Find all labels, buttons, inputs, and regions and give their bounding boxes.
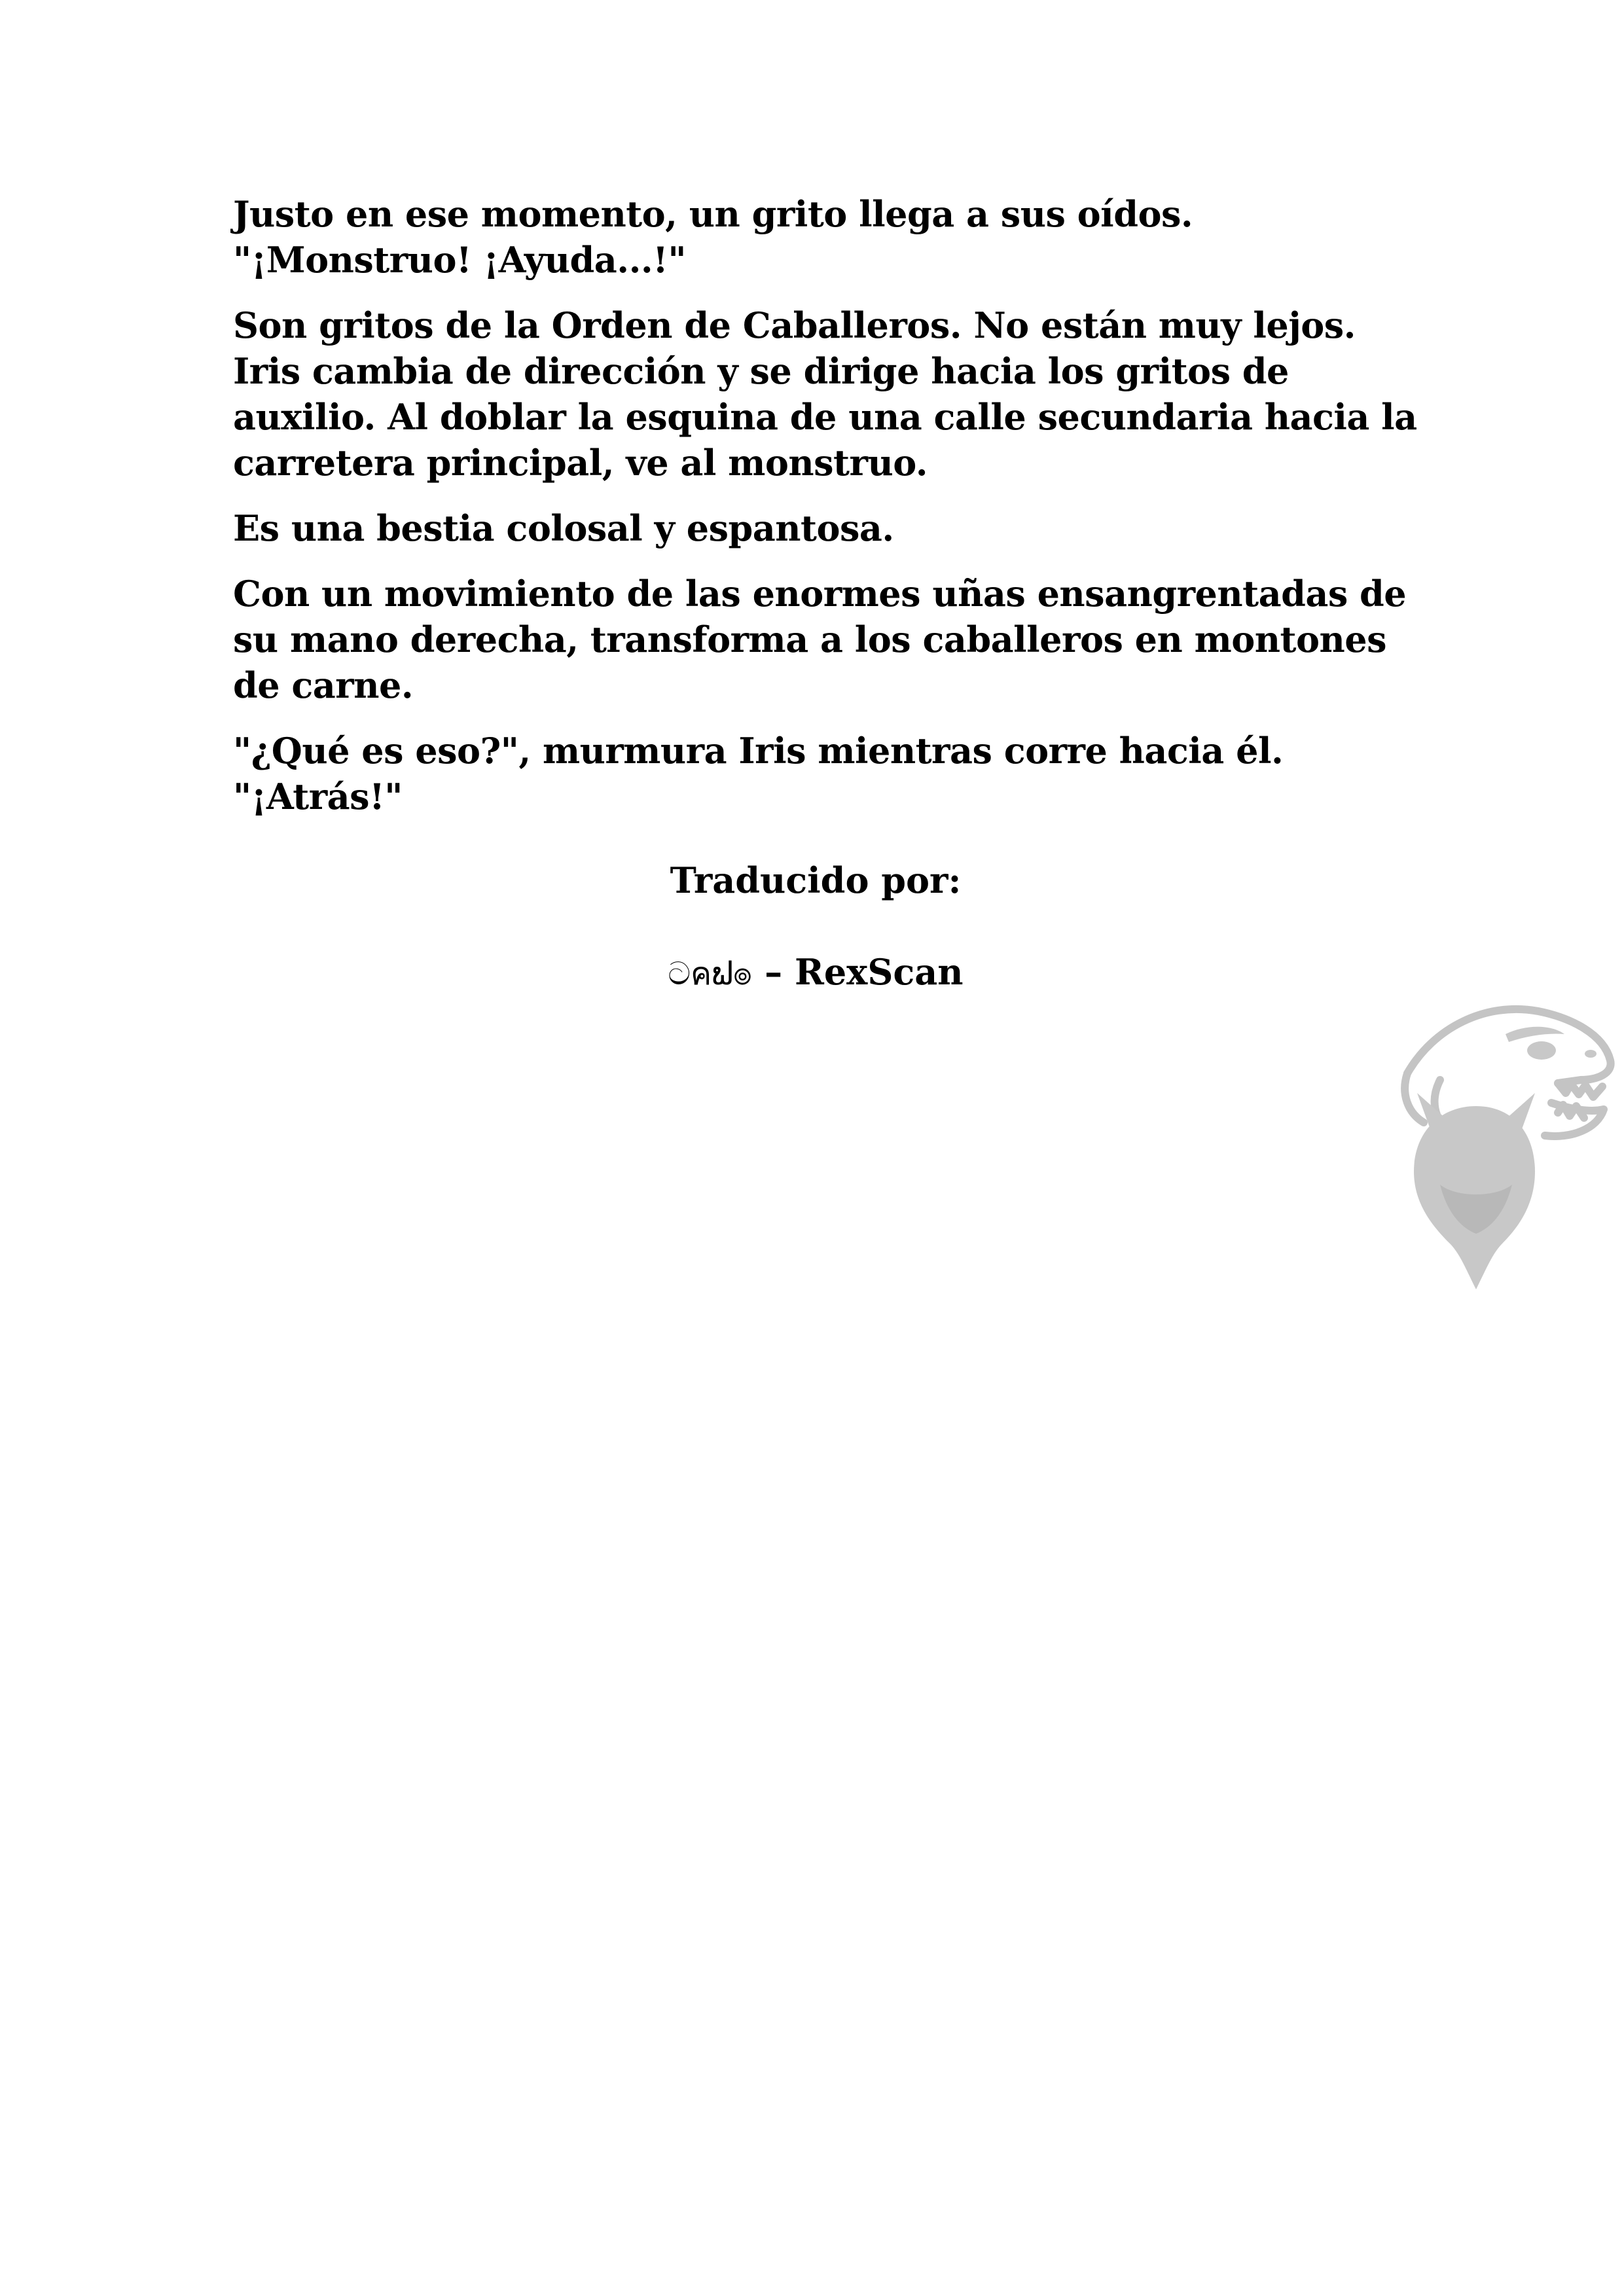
text-line: carretera principal, ve al monstruo. [233,442,928,484]
credits-separator: – [752,951,795,993]
credits-line [233,949,1398,997]
text-line: Con un movimiento de las enormes uñas ensangrentadas de [233,573,1407,615]
translator-name: ටคຟ๏ [668,956,753,992]
story-text [233,191,1424,839]
paragraph-3 [233,505,1424,551]
text-line: "¡Monstruo! ¡Ayuda...!" [233,239,687,281]
text-line: Iris cambia de dirección y se dirige hacia los gritos de [233,350,1289,392]
rexscan-dinosaur-logo-icon [1394,988,1623,1296]
text-line: de carne. [233,664,414,706]
text-line: "¡Atrás!" [233,776,403,817]
paragraph-1 [233,191,1424,283]
group-name: RexScan [794,951,964,993]
paragraph-2 [233,302,1424,486]
text-line: Es una bestia colosal y espantosa. [233,507,894,549]
text-line: Justo en ese momento, un grito llega a sus oídos. [233,193,1193,235]
paragraph-5 [233,728,1424,819]
text-line: su mano derecha, transforma a los caballeros en montones [233,619,1386,660]
text-line: Son gritos de la Orden de Caballeros. No están muy lejos. [233,304,1356,346]
paragraph-4 [233,571,1424,708]
text-line: auxilio. Al doblar la esquina de una calle secundaria hacia la [233,396,1417,438]
translation-credits [233,857,1398,997]
credits-heading: Traducido por: [670,859,962,901]
text-line: "¿Qué es eso?", murmura Iris mientras corre hacia él. [233,730,1284,772]
